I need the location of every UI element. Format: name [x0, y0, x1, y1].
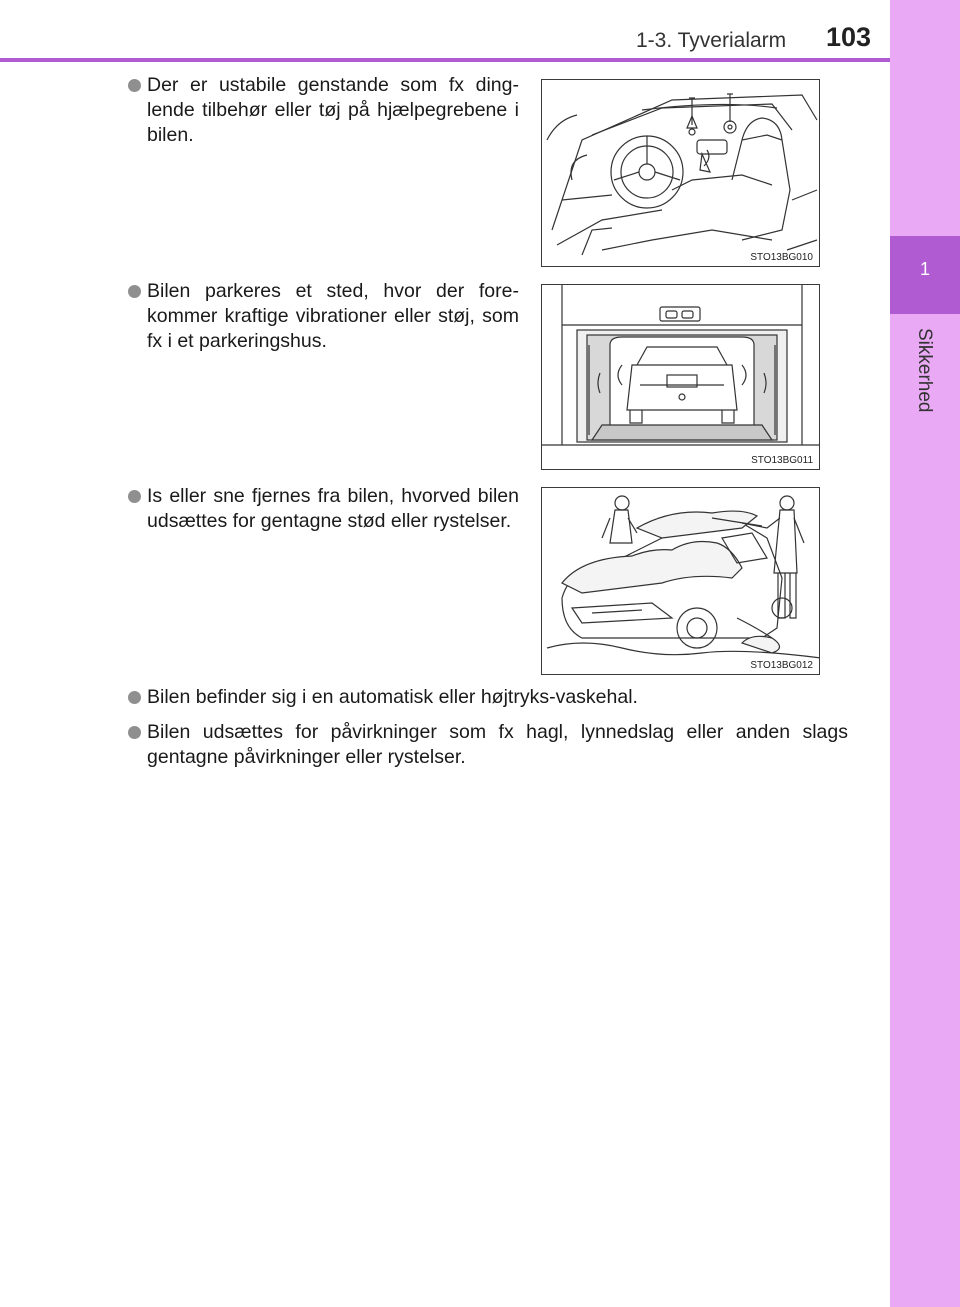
bullet-text: Der er ustabile genstande som fx ding-lende tilbehør eller tøj på hjælpegrebene i bilen. — [147, 74, 519, 146]
figure-parking-garage — [541, 284, 820, 470]
page-number: 103 — [826, 22, 872, 52]
bullet-text: Is eller sne fjernes fra bilen, hvorved bilen udsættes for gentagne stød eller rystelser. — [147, 485, 519, 532]
bullet-icon — [128, 691, 141, 704]
car-in-parking-garage-icon — [542, 285, 820, 470]
section-title: 1-3. Tyverialarm — [636, 29, 787, 52]
figure-car-interior — [541, 79, 820, 267]
list-item — [128, 484, 519, 534]
car-interior-hanging-items-icon — [542, 80, 820, 267]
chapter-label: Sikkerhed — [914, 328, 935, 413]
side-tab-strip — [890, 0, 960, 1307]
list-item — [128, 720, 848, 770]
figure-caption: STO13BG011 — [751, 455, 813, 466]
figure-caption: STO13BG012 — [750, 660, 813, 671]
bullet-text: Bilen parkeres et sted, hvor der fore-kommer kraftige vibrationer eller støj, som fx i et parkeringshus. — [147, 280, 519, 352]
bullet-text: Bilen befinder sig i en automatisk eller højtryks-vaskehal. — [147, 686, 638, 708]
list-item — [128, 685, 848, 710]
header-rule — [0, 58, 890, 62]
bullet-icon — [128, 79, 141, 92]
list-item — [128, 73, 519, 148]
chapter-number: 1 — [919, 259, 930, 279]
snow-removal-from-car-icon — [542, 488, 820, 675]
figure-caption: STO13BG010 — [750, 252, 813, 263]
bullet-icon — [128, 285, 141, 298]
bullet-icon — [128, 726, 141, 739]
list-item — [128, 279, 519, 354]
bullet-text: Bilen udsættes for påvirkninger som fx hagl, lynnedslag eller anden slags gentagne påvirkninger eller rystelser. — [147, 721, 848, 768]
bullet-icon — [128, 490, 141, 503]
figure-snow-removal — [541, 487, 820, 675]
